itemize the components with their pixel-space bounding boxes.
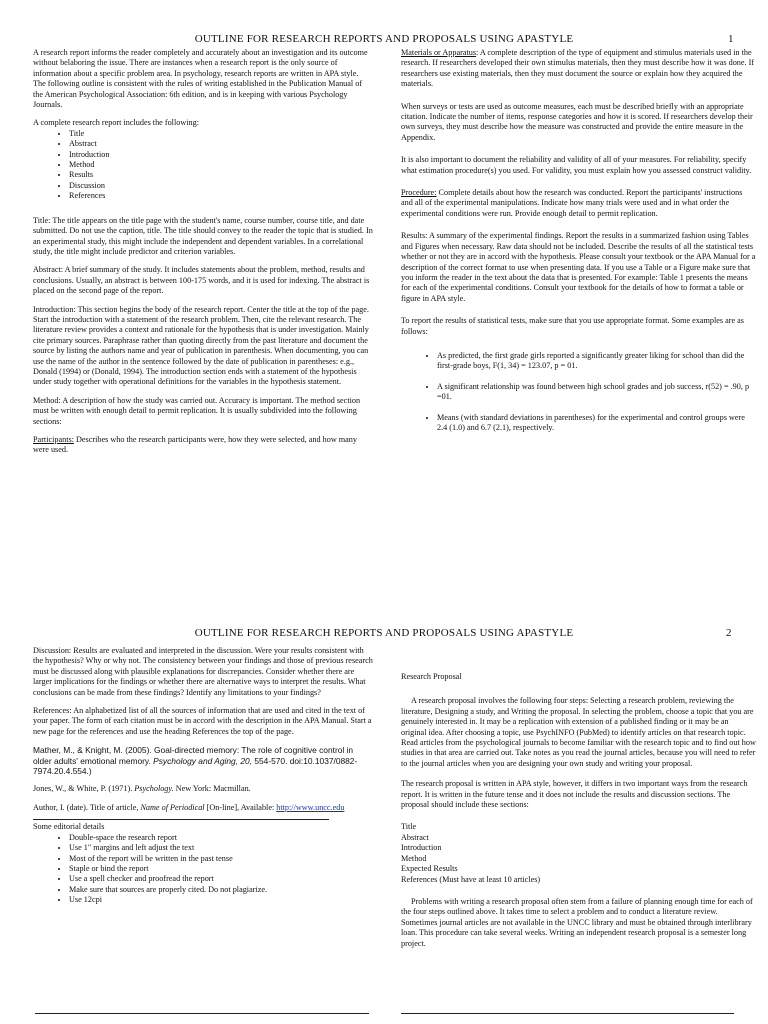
discussion-paragraph: Discussion: Results are evaluated and interpreted in the discussion. Were your results consistent with the hypothesis? Why or why not. The consistency between your findings and those of previous research must be discussed along with plausible explanations for discrepancies. Consider whether there are larger implications for the findings or whether there are alternative ways to interpret the results. What conclusions can be made from these findings? Identify any limitations to your findings? bbox=[33, 646, 373, 697]
reference-text: 554-570. doi:10.1037/0882-7974.20.4.554.) bbox=[33, 755, 358, 777]
list-item: Title bbox=[401, 822, 417, 832]
page-header: OUTLINE FOR RESEARCH REPORTS AND PROPOSALS USING APASTYLE bbox=[194, 627, 574, 639]
editorial-list bbox=[33, 833, 373, 906]
list-item: • Most of the report will be written in the past tense bbox=[69, 854, 373, 864]
reference-link[interactable]: http://www.uncc.edu bbox=[276, 802, 345, 812]
right-column bbox=[401, 48, 756, 443]
reference-author bbox=[33, 803, 373, 813]
procedure-paragraph bbox=[401, 188, 756, 219]
results-paragraph: Results: A summary of the experimental findings. Report the results in a summarized fashion using Tables and Figures when necessary. Raw data should not be included. Describe the results of all the statistical tests whether or not they are in accord with the hypothesis. Please consult your textbook or the APA Manual for a description of the correct format to use when presenting data. If you use a Table or a Figure make sure that you inform the reader in the text about the data that is presented. For example: Table 1 presents the means for each of the experimental conditions. Consult your textbook for the details of how to format a table or figure in APA style. bbox=[401, 231, 756, 303]
right-column bbox=[401, 672, 756, 957]
list-item: • Introduction bbox=[69, 150, 373, 160]
reference-text: Mather, M., & Knight, M. (2005). Goal-directed memory: The role of cognitive control in older adults' emotional memory. bbox=[33, 745, 354, 766]
left-column bbox=[33, 646, 373, 914]
procedure-label: Procedure: bbox=[401, 188, 437, 198]
list-item: • Abstract bbox=[69, 139, 373, 149]
list-item: • Method bbox=[69, 160, 373, 170]
page-header: OUTLINE FOR RESEARCH REPORTS AND PROPOSALS USING APASTYLE bbox=[194, 33, 574, 45]
left-column bbox=[33, 48, 373, 464]
intro-paragraph: A research report informs the reader completely and accurately about an investigation and its outcome without belaboring the issue. There are instances when a research report is the only source of information about a specific problem area. In psychology, research reports are written in APA style. The following outline is consistent with the rules of writing established in the Publication Manual of the American Psychological Association: 6th edition, and is in keeping with various Psychology Journals. bbox=[33, 48, 368, 110]
page-number: 2 bbox=[726, 627, 732, 639]
references-paragraph: References: An alphabetized list of all the sources of information that are used and cited in the text of your paper. The form of each citation must be in accord with the description in the APA Manual. Start a new page for the references and use the heading References the top of the page. bbox=[33, 706, 372, 736]
materials-paragraph bbox=[401, 48, 756, 90]
stats-paragraph: To report the results of statistical tests, make sure that you use appropriate format. Some examples are as follows: bbox=[401, 316, 744, 336]
reliability-paragraph: It is also important to document the reliability and validity of all of your measures. For reliability, specify what estimation procedure(s) you used. For validity, you must explain how you assessed construct validity. bbox=[401, 155, 752, 175]
journal-title: Psychology and Aging, 20, bbox=[153, 755, 253, 766]
title-paragraph: Title: The title appears on the title page with the student's name, course number, course title, and date submitted. Do not use the caption, title. The title should convey to the reader the topic that is studied. In an experimental study, this might include the independent and dependent variables. In a correlational study, the title might include predictor and criterion variables. bbox=[33, 215, 373, 256]
reference-text: New York: Macmillan. bbox=[173, 784, 251, 794]
materials-text: : A complete description of the type of equipment and stimulus materials used in the research. If researchers developed their own stimulus materials, then they must describe how it was done. If researchers use existing materials, then they must document the source or explain how they acquired the materials. bbox=[401, 48, 755, 89]
reference-text: Jones, W., & White, P. (1971). bbox=[33, 784, 135, 794]
list-item: • As predicted, the first grade girls reported a significantly greater liking for school than did the first-grade boys, F(1, 34) = 123.07, p = 01. bbox=[437, 351, 756, 372]
participants-paragraph bbox=[33, 435, 373, 456]
list-item: • Staple or bind the report bbox=[69, 864, 373, 874]
periodical-title: Name of Periodical bbox=[140, 802, 205, 812]
bottom-divider bbox=[35, 1013, 369, 1014]
list-item: • A significant relationship was found between high school grades and job success, r(52) = .90, p =01. bbox=[437, 382, 756, 403]
page-two bbox=[0, 610, 768, 1024]
list-item: • Results bbox=[69, 170, 373, 180]
report-sections-list bbox=[33, 129, 373, 202]
materials-label: Materials or Apparatus bbox=[401, 48, 477, 57]
page-number: 1 bbox=[728, 33, 734, 45]
list-item: Method bbox=[401, 853, 427, 863]
divider bbox=[33, 819, 329, 820]
procedure-text: Complete details about how the research was conducted. Report the participants' instructions and all of the experimental manipulations. Indicate how many trials were used and in what order the experimental conditions were run. Provide enough detail to permit replication. bbox=[401, 188, 743, 218]
introduction-paragraph: Introduction: This section begins the body of the research report. Center the title at the top of the page. Start the introduction with a statement of the research problem. Then, cite the relevant research. The literature review provides a context and rationale for the hypothesis that is under investigation. Mainly cite primary sources. Paraphrase rather than quoting directly from the past literature and document the source by listing the authors name and year of publication in parenthesis. When documenting, you can use the name of the author in the sentence followed by the date of publication in parentheses: e.g., Donald (1994) or (Donald, 1994). The introduction section ends with a statement of the hypothesis under study together with operational definitions for the variables in the hypothesis statement. bbox=[33, 304, 369, 387]
includes-lead: A complete research report includes the following: bbox=[33, 118, 199, 128]
problems-paragraph: Problems with writing a research proposal often stem from a failure of planning enough time for each of the four steps outlined above. It takes time to select a problem and to conduct a literature review. Sometimes journal articles are not available in the UNCC library and must be obtained through interlibrary loan. This procedure can take several weeks. Writing an independent research proposal is a semester long project. bbox=[401, 896, 753, 948]
list-item: • Make sure that sources are properly cited. Do not plagiarize. bbox=[69, 885, 373, 895]
list-item: • Use a spell checker and proofread the report bbox=[69, 874, 373, 884]
list-item: References (Must have at least 10 articles) bbox=[401, 874, 541, 884]
list-item: • Double-space the research report bbox=[69, 833, 373, 843]
list-item: • Use 1" margins and left adjust the text bbox=[69, 843, 373, 853]
bottom-divider bbox=[401, 1013, 734, 1014]
list-item: Abstract bbox=[401, 832, 429, 842]
proposal-paragraph: A research proposal involves the following four steps: Selecting a research problem, reviewing the literature, Designing a study, and Writing the proposal. In selecting the problem, choose a topic that you are genuinely interested in. It may be a replication with extension of a published finding or it may be an original idea. After choosing a topic, use PsychINFO (PubMed) to identify articles on that research topic. Read articles from the psychological journals to become familiar with the research topic and to find out how studies in that area are carried out. Take notes as you read the journal articles, because you will need to refer to the journal articles when you are designing your own study and writing your proposal. bbox=[401, 696, 756, 768]
book-title: Psychology. bbox=[134, 784, 174, 794]
abstract-paragraph: Abstract: A brief summary of the study. It includes statements about the problem, method, results and conclusions. Usually, an abstract is between 100-175 words, and it is used for indexing. The abstract is placed on the second page of the report. bbox=[33, 265, 370, 296]
list-item: • References bbox=[69, 191, 373, 201]
proposal-sections-list bbox=[401, 822, 756, 884]
list-item: • Use 12cpi bbox=[69, 895, 373, 905]
reference-jones bbox=[33, 784, 373, 794]
apa-paragraph: The research proposal is written in APA style, however, it differs in two important ways from the research report. It is written in the future tense and it does not include the results and discussion sections. The proposal should include these sections: bbox=[401, 779, 748, 810]
stats-examples-list bbox=[401, 351, 756, 433]
participants-text: Describes who the research participants were, how they were selected, and how many were used. bbox=[33, 435, 357, 455]
list-item: • Means (with standard deviations in parentheses) for the experimental and control groups were 2.4 (1.0) and 6.7 (2.1), respectively. bbox=[437, 413, 756, 434]
surveys-paragraph: When surveys or tests are used as outcome measures, each must be described briefly with an appropriate citation. Indicate the number of items, response categories and how it is scored. If researchers develop their own surveys, they must describe how the measure was constructed and provide the entire measure in the Appendix. bbox=[401, 101, 753, 142]
editorial-lead: Some editorial details bbox=[33, 822, 105, 832]
list-item: • Discussion bbox=[69, 181, 373, 191]
method-paragraph: Method: A description of how the study was carried out. Accuracy is important. The method section must be written with enough detail to permit replication. It is usually subdivided into the following sections: bbox=[33, 395, 361, 426]
list-item: Introduction bbox=[401, 843, 442, 853]
reference-text: [On-line], Available: bbox=[204, 802, 277, 812]
proposal-heading: Research Proposal bbox=[401, 672, 462, 681]
list-item: Expected Results bbox=[401, 864, 458, 874]
participants-label: Participants: bbox=[33, 435, 74, 444]
list-item: • Title bbox=[69, 129, 373, 139]
reference-mather bbox=[33, 745, 373, 776]
reference-text: Author, I. (date). Title of article, bbox=[33, 802, 141, 812]
